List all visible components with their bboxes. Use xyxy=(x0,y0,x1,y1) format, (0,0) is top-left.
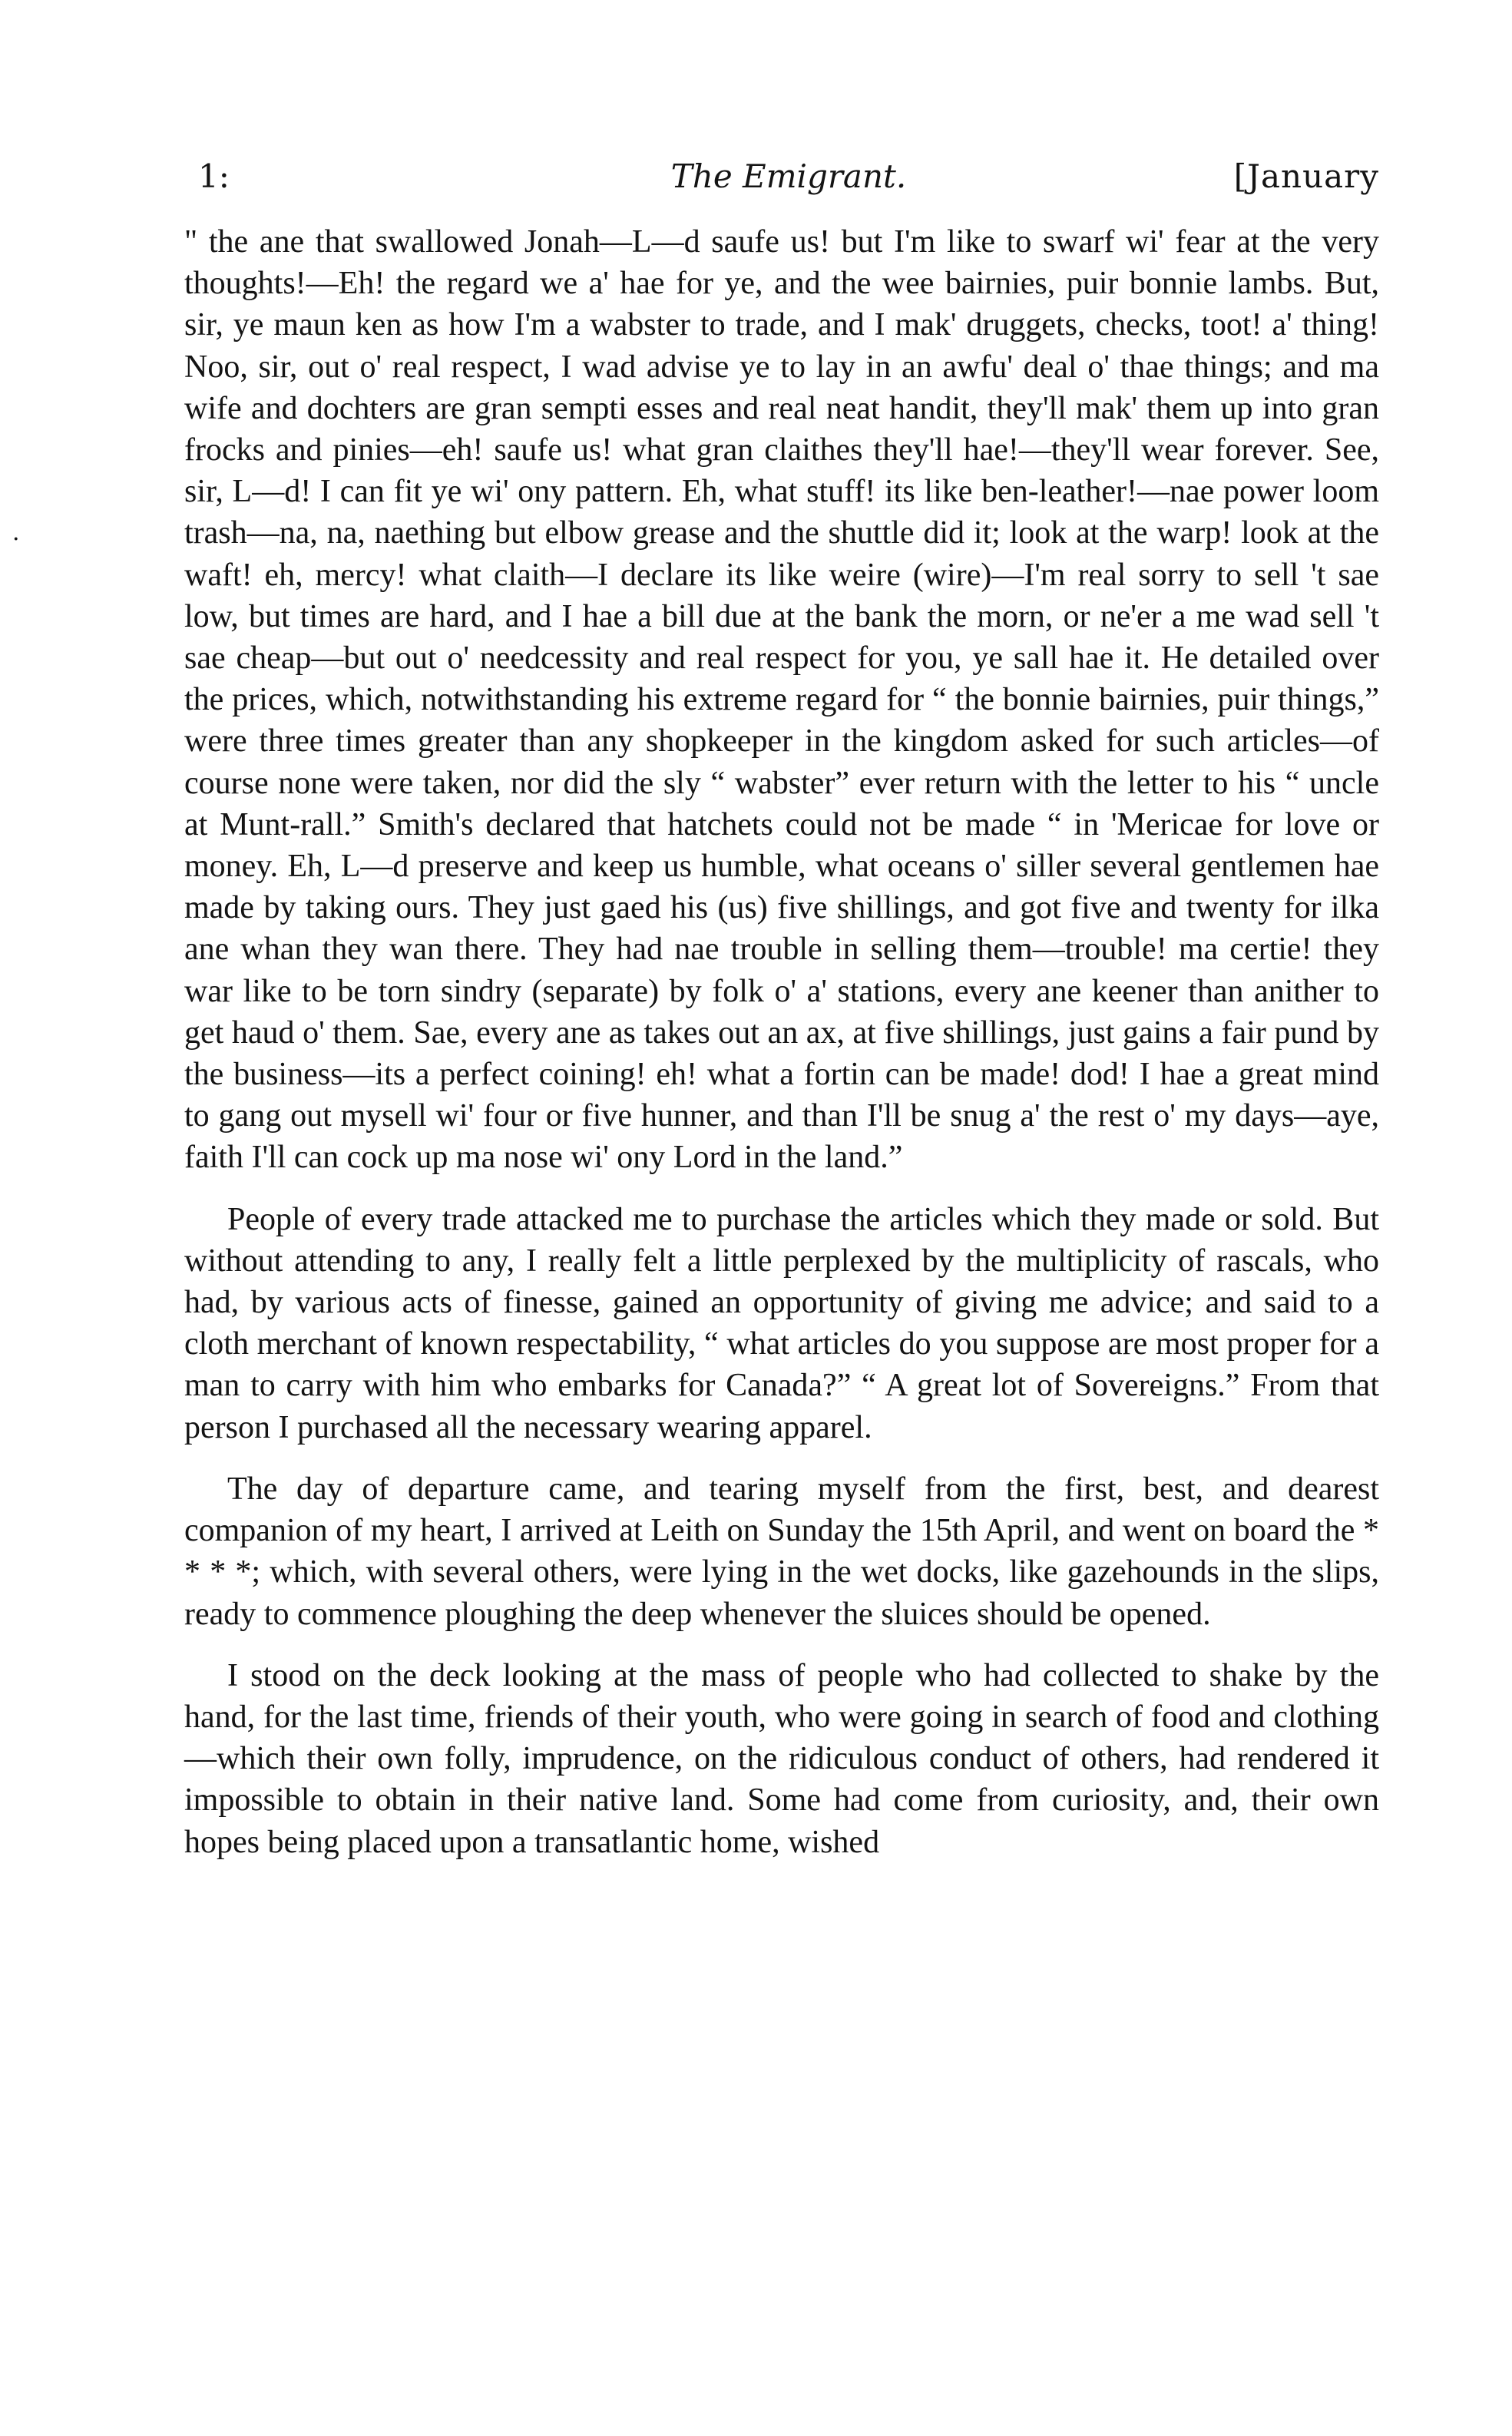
running-head xyxy=(198,152,1379,201)
margin-mark: · xyxy=(12,526,20,553)
running-title: The Emigrant. xyxy=(670,157,907,195)
body-text xyxy=(184,221,1379,1863)
paragraph: I stood on the deck looking at the mass of people who had collected to shake by the hand, for the last time, friends of their youth, who were going in search of food and clothing—which their own folly, imprudence, on the ridiculous conduct of others, had rendered it impossible to obtain in their native land. Some had come from curiosity, and, their own hopes being placed upon a transatlantic home, wished xyxy=(184,1657,1379,1860)
paragraph: People of every trade attacked me to purchase the articles which they made or sold. But without attending to any, I really felt a little perplexed by the multiplicity of rascals, who had, by various acts of finesse, gained an opportunity of giving me advice; and said to a cloth merchant of known respectability, “ what articles do you suppose are most proper for a man to carry with him who embarks for Canada?” “ A great lot of Sovereigns.” From that person I purchased all the necessary wearing apparel. xyxy=(184,1201,1379,1445)
paragraph: " the ane that swallowed Jonah—L—d saufe us! but I'm like to swarf wi' fear at the very thoughts!—Eh! the regard we a' hae for ye, and the wee bairnies, puir bonnie lambs. But, sir, ye maun ken as how I'm a wabster to trade, and I mak' druggets, checks, toot! a' thing! Noo, sir, out o' real respect, I wad advise ye to lay in an awfu' deal o' thae things; and ma wife and dochters are gran sempti esses and real neat handit, they'll mak' them up into gran frocks and pinies—eh! saufe us! what gran claithes they'll hae!—they'll wear forever. See, sir, L—d! I can fit ye wi' ony pattern. Eh, what stuff! its like ben-leather!—nae power loom trash—na, na, naething but elbow grease and the shuttle did it; look at the warp! look at the waft! eh, mercy! what claith—I declare its like weire (wire)—I'm real sorry to sell 't sae low, but times are hard, and I hae a bill due at the bank the morn, or ne'er a me wad sell 't sae cheap—but out o' needcessity and real respect for you, ye sall hae it. He detailed over the prices, which, notwithstanding his extreme regard for “ the bonnie bairnies, puir things,” were three times greater than any shopkeeper in the kingdom asked for such articles—of course none were taken, nor did the sly “ wabster” ever return with the letter to his “ uncle at Munt-rall.” Smith's declared that hatchets could not be made “ in 'Mericae for love or money. Eh, L—d preserve and keep us humble, what oceans o' siller several gentlemen hae made by taking ours. They just gaed his (us) five shillings, and got five and twenty for ilka ane whan they wan there. They had nae trouble in selling them—trouble! ma certie! they war like to be torn sindry (separate) by folk o' a' stations, every ane keener than anither to get haud o' them. Sae, every ane as takes out an ax, at five shillings, just gains a fair pund by the business—its a perfect coining! eh! what a fortin can be made! dod! I hae a great mind to gang out mysell wi' four or five hunner, and than I'll be snug a' the rest o' my days—aye, faith I'll can cock up ma nose wi' ony Lord in the land.” xyxy=(184,224,1379,1176)
page-number: 1: xyxy=(198,157,230,195)
paragraph: The day of departure came, and tearing myself from the first, best, and dearest companion of my heart, I arrived at Leith on Sunday the 15th April, and went on board the * * * *; which, with several others, were lying in the wet docks, like gazehounds in the slips, ready to commence ploughing the deep whenever the sluices should be opened. xyxy=(184,1471,1379,1632)
running-month: [January xyxy=(1233,157,1379,195)
